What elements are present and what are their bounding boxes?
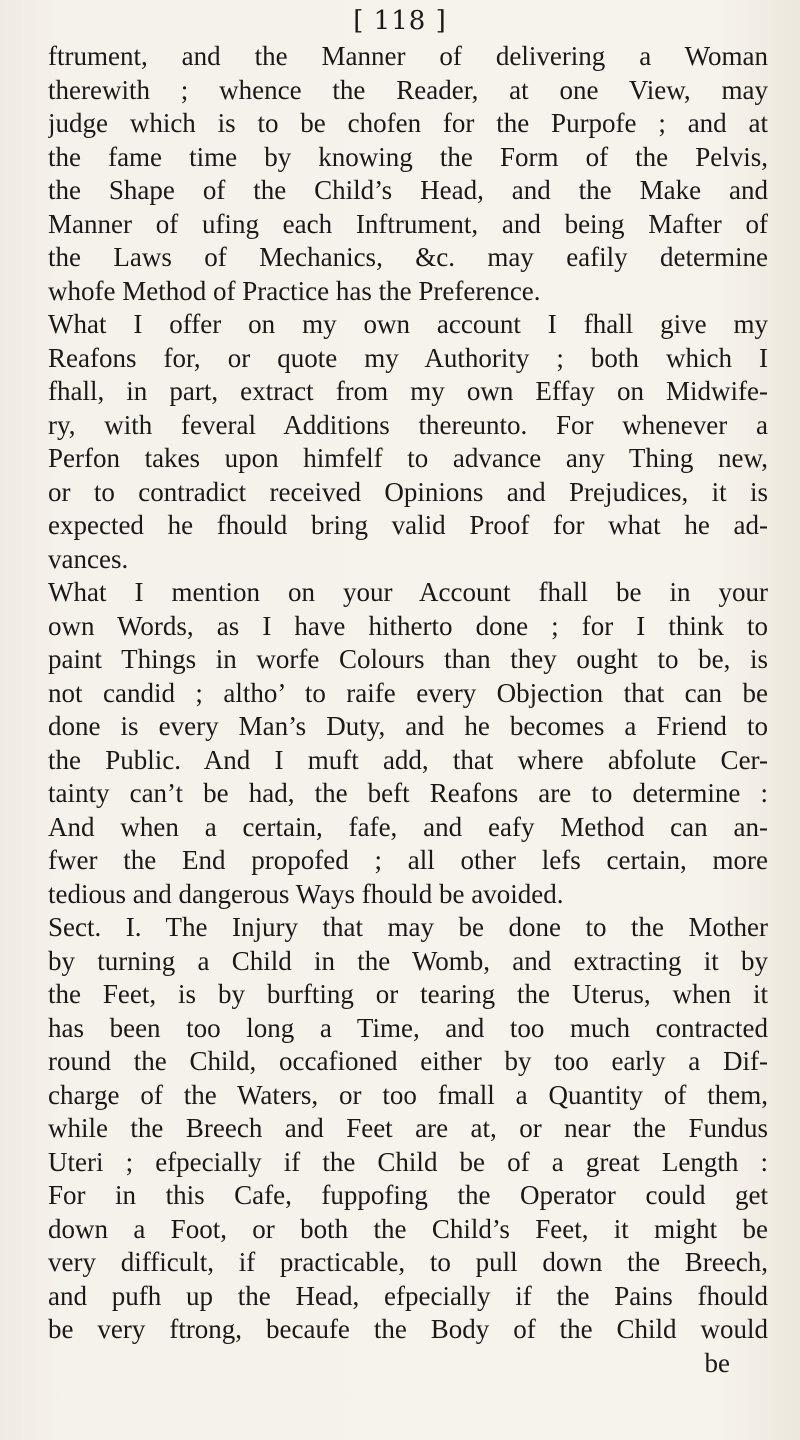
text-line: not candid ; altho’ to raife every Objection that can be [48, 677, 768, 708]
text-line: and pufh up the Head, efpecially if the Pains fhould [48, 1280, 768, 1311]
text-line: fhall, in part, extract from my own Effay on Midwife- [48, 376, 768, 406]
text-line: tainty can’t be had, the beft Reafons are to determine : [48, 778, 768, 808]
text-line: Manner of ufing each Inftrument, and being Mafter of [48, 208, 768, 239]
text-line: What I mention on your Account fhall be in your [48, 577, 768, 607]
text-line: Uteri ; efpecially if the Child be of a great Length : [48, 1146, 768, 1177]
text-line: the Shape of the Child’s Head, and the Make and [48, 175, 768, 205]
text-line: while the Breech and Feet are at, or near the Fundus [48, 1113, 768, 1143]
text-line: the Public. And I muft add, that where abfolute Cer- [48, 744, 768, 775]
text-line: For in this Cafe, fuppofing the Operator could get [48, 1180, 768, 1210]
text-line: What I offer on my own account I fhall give my [48, 309, 768, 339]
text-line: And when a certain, fafe, and eafy Method can an- [48, 811, 768, 842]
text-line: or to contradict received Opinions and Prejudices, it is [48, 476, 768, 507]
text-line: vances. [48, 543, 129, 574]
text-line: Reafons for, or quote my Authority ; both which I [48, 342, 768, 373]
text-line: ftrument, and the Manner of delivering a Woman [48, 41, 768, 71]
text-line: charge of the Waters, or too fmall a Quantity of them, [48, 1079, 768, 1110]
text-line: fwer the End propofed ; all other lefs certain, more [48, 845, 768, 875]
text-line: Sect. I. The Injury that may be done to the Mother [48, 912, 768, 942]
text-line: the Feet, is by burfting or tearing the Uterus, when it [48, 979, 768, 1009]
text-line: therewith ; whence the Reader, at one View, may [48, 74, 768, 105]
text-line: Perfon takes upon himfelf to advance any Thing new, [48, 443, 768, 473]
text-line: the Laws of Mechanics, &c. may eafily determine [48, 242, 768, 272]
text-line: tedious and dangerous Ways fhould be avoided. [48, 878, 564, 909]
text-line: be very ftrong, becaufe the Body of the Child would [48, 1314, 768, 1344]
text-line: down a Foot, or both the Child’s Feet, it might be [48, 1213, 768, 1244]
text-line: the fame time by knowing the Form of the Pelvis, [48, 141, 768, 172]
text-line: expected he fhould bring valid Proof for what he ad- [48, 510, 768, 540]
catchword: be [704, 1347, 730, 1378]
text-line: round the Child, occafioned either by too early a Dif- [48, 1046, 768, 1076]
text-line: judge which is to be chofen for the Purpofe ; and at [48, 108, 768, 138]
text-line: own Words, as I have hitherto done ; for I think to [48, 610, 768, 641]
text-line: whofe Method of Practice has the Preference. [48, 275, 541, 306]
text-line: by turning a Child in the Womb, and extracting it by [48, 945, 768, 976]
text-line: ry, with feveral Additions thereunto. For whenever a [48, 409, 768, 440]
text-line: done is every Man’s Duty, and he becomes a Friend to [48, 711, 768, 741]
text-line: paint Things in worfe Colours than they ought to be, is [48, 644, 768, 674]
text-line: has been too long a Time, and too much contracted [48, 1012, 768, 1043]
page-number: [ 118 ] [353, 6, 447, 36]
body-text [48, 40, 768, 1380]
text-line: very difficult, if practicable, to pull down the Breech, [48, 1247, 768, 1277]
